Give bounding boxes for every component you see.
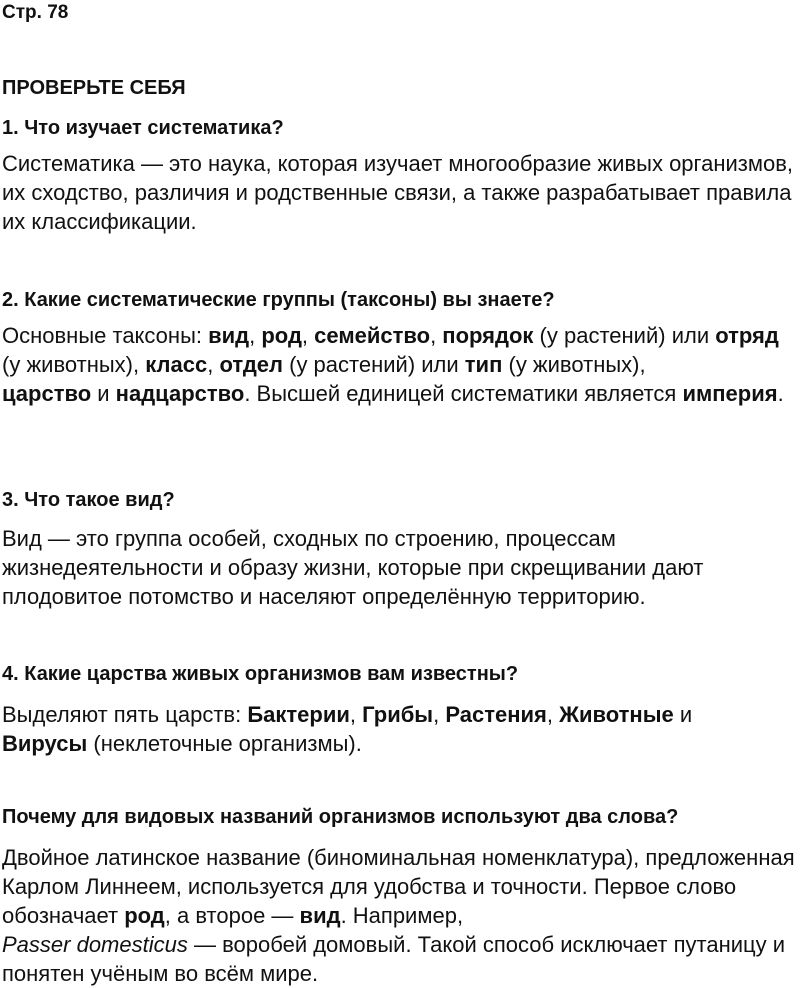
answer-1: Систематика — это наука, которая изучает многообразие живых организмов, их сходство, различия и родственные связи, а также разрабатывает правила их классификации. <box>2 151 794 234</box>
answer-4: Выделяют пять царств: Бактерии, Грибы, Растения, Животные и Вирусы (неклеточные организмы). <box>2 702 693 756</box>
term-vid: вид <box>208 323 250 348</box>
question-3: 3. Что такое вид? <box>2 489 175 511</box>
question-5: Почему для видовых названий организмов используют два слова? <box>2 806 679 828</box>
term-rod-2: род <box>124 903 165 928</box>
term-tip: тип <box>464 352 503 377</box>
page-number: Стр. 78 <box>2 2 69 23</box>
term-tsarstvo: царство <box>2 381 92 406</box>
question-4: 4. Какие царства живых организмов вам известны? <box>2 663 519 685</box>
term-vid-2: вид <box>299 903 341 928</box>
kingdom-zhivotnye: Животные <box>559 702 674 727</box>
answer-3: Вид — это группа особей, сходных по строению, процессам жизнедеятельности и образу жизни, которые при скрещивании дают плодовитое потомство и населяют определённую территорию. <box>2 526 704 609</box>
question-1: 1. Что изучает систематика? <box>2 117 284 139</box>
term-semeystvo: семейство <box>314 323 431 348</box>
question-2: 2. Какие систематические группы (таксоны) вы знаете? <box>2 289 555 311</box>
kingdom-virusy: Вирусы <box>2 731 88 756</box>
section-title: ПРОВЕРЬТЕ СЕБЯ <box>2 77 186 99</box>
kingdom-griby: Грибы <box>362 702 434 727</box>
latin-example: Passer domesticus <box>2 932 188 957</box>
answer-2: Основные таксоны: вид, род, семейство, порядок (у растений) или отряд (у животных), класс, отдел (у растений) или тип (у животных), царство и надцарство. Высшей единицей систематики является империя. <box>2 323 784 406</box>
term-otryad: отряд <box>715 323 779 348</box>
term-otdel: отдел <box>219 352 283 377</box>
kingdom-bakterii: Бактерии <box>247 702 350 727</box>
term-klass: класс <box>145 352 208 377</box>
kingdom-rasteniya: Растения <box>445 702 547 727</box>
term-poryadok: порядок <box>442 323 534 348</box>
answer-5: Двойное латинское название (биноминальная номенклатура), предложенная Карлом Линнеем, используется для удобства и точности. Первое слово обозначает род, а второе — вид. Например, Passer domesticus — воробей домовый. Такой способ исключает путаницу и понятен учёным во всём мире. <box>2 845 795 986</box>
term-rod: род <box>261 323 302 348</box>
term-nadtsarstvo: надцарство <box>115 381 245 406</box>
term-imperiya: империя <box>682 381 778 406</box>
